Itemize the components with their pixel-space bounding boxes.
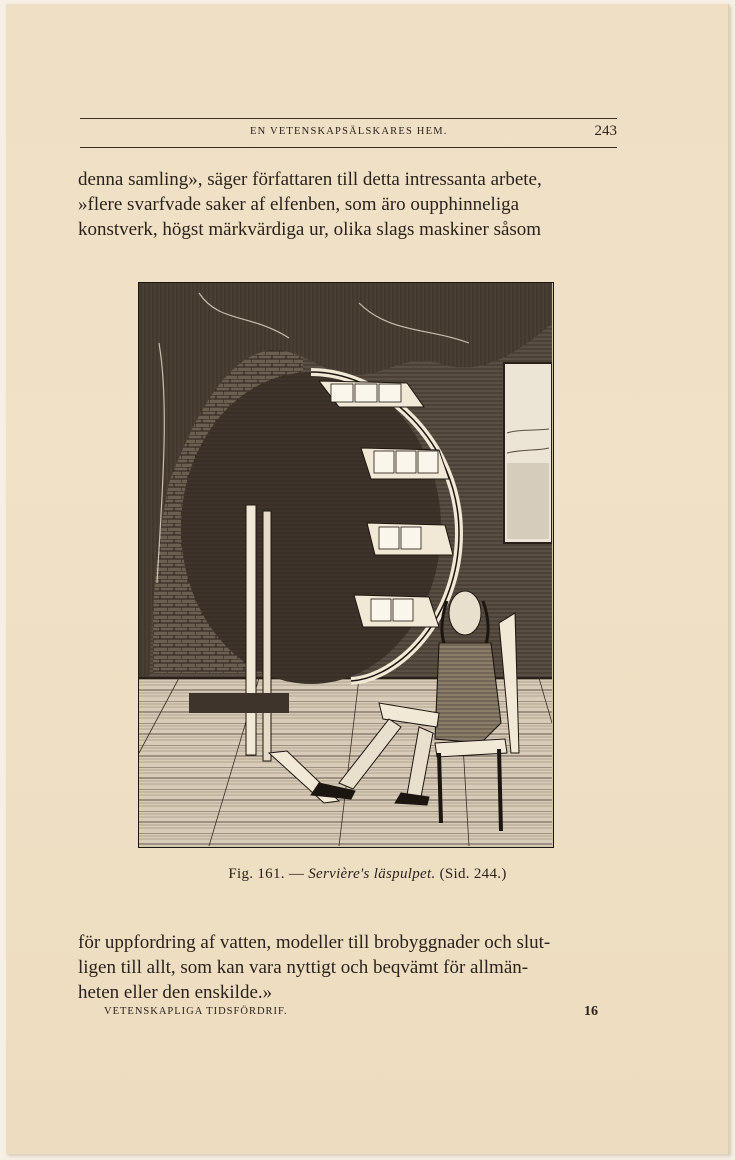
text-line: konstverk, högst märkvärdiga ur, olika slags maskiner såsom [78, 219, 542, 240]
page-number: 243 [594, 123, 617, 139]
figure-caption [0, 866, 735, 883]
running-header [80, 122, 617, 144]
caption-reference: (Sid. 244.) [439, 866, 507, 882]
caption-prefix: Fig. 161. — [228, 866, 305, 882]
text-line: för uppfordring af vatten, modeller till brobyggnader och slut- [78, 932, 551, 953]
signature-mark: VETENSKAPLIGA TIDSFÖRDRIF. [104, 1006, 288, 1017]
bottom-paragraph [78, 930, 618, 1005]
header-rule-bottom [80, 147, 617, 148]
text-line: ligen till allt, som kan vara nyttigt och beqvämt för allmän- [78, 957, 529, 978]
text-line: denna samling», säger författaren till detta intressanta arbete, [78, 169, 542, 190]
text-line: heten eller den enskilde.» [78, 982, 273, 1003]
running-title: EN VETENSKAPSÄLSKARES HEM. [250, 126, 448, 137]
text-line: »flere svarfvade saker af elfenben, som äro oupphinneliga [78, 194, 520, 215]
top-paragraph [78, 167, 618, 242]
header-rule-top [80, 118, 617, 119]
page-footer [104, 1004, 598, 1024]
sheet-number: 16 [584, 1004, 598, 1019]
engraving-figure [138, 282, 554, 848]
caption-title: Servière's läspulpet. [308, 866, 436, 882]
engraving-illustration [139, 283, 552, 846]
